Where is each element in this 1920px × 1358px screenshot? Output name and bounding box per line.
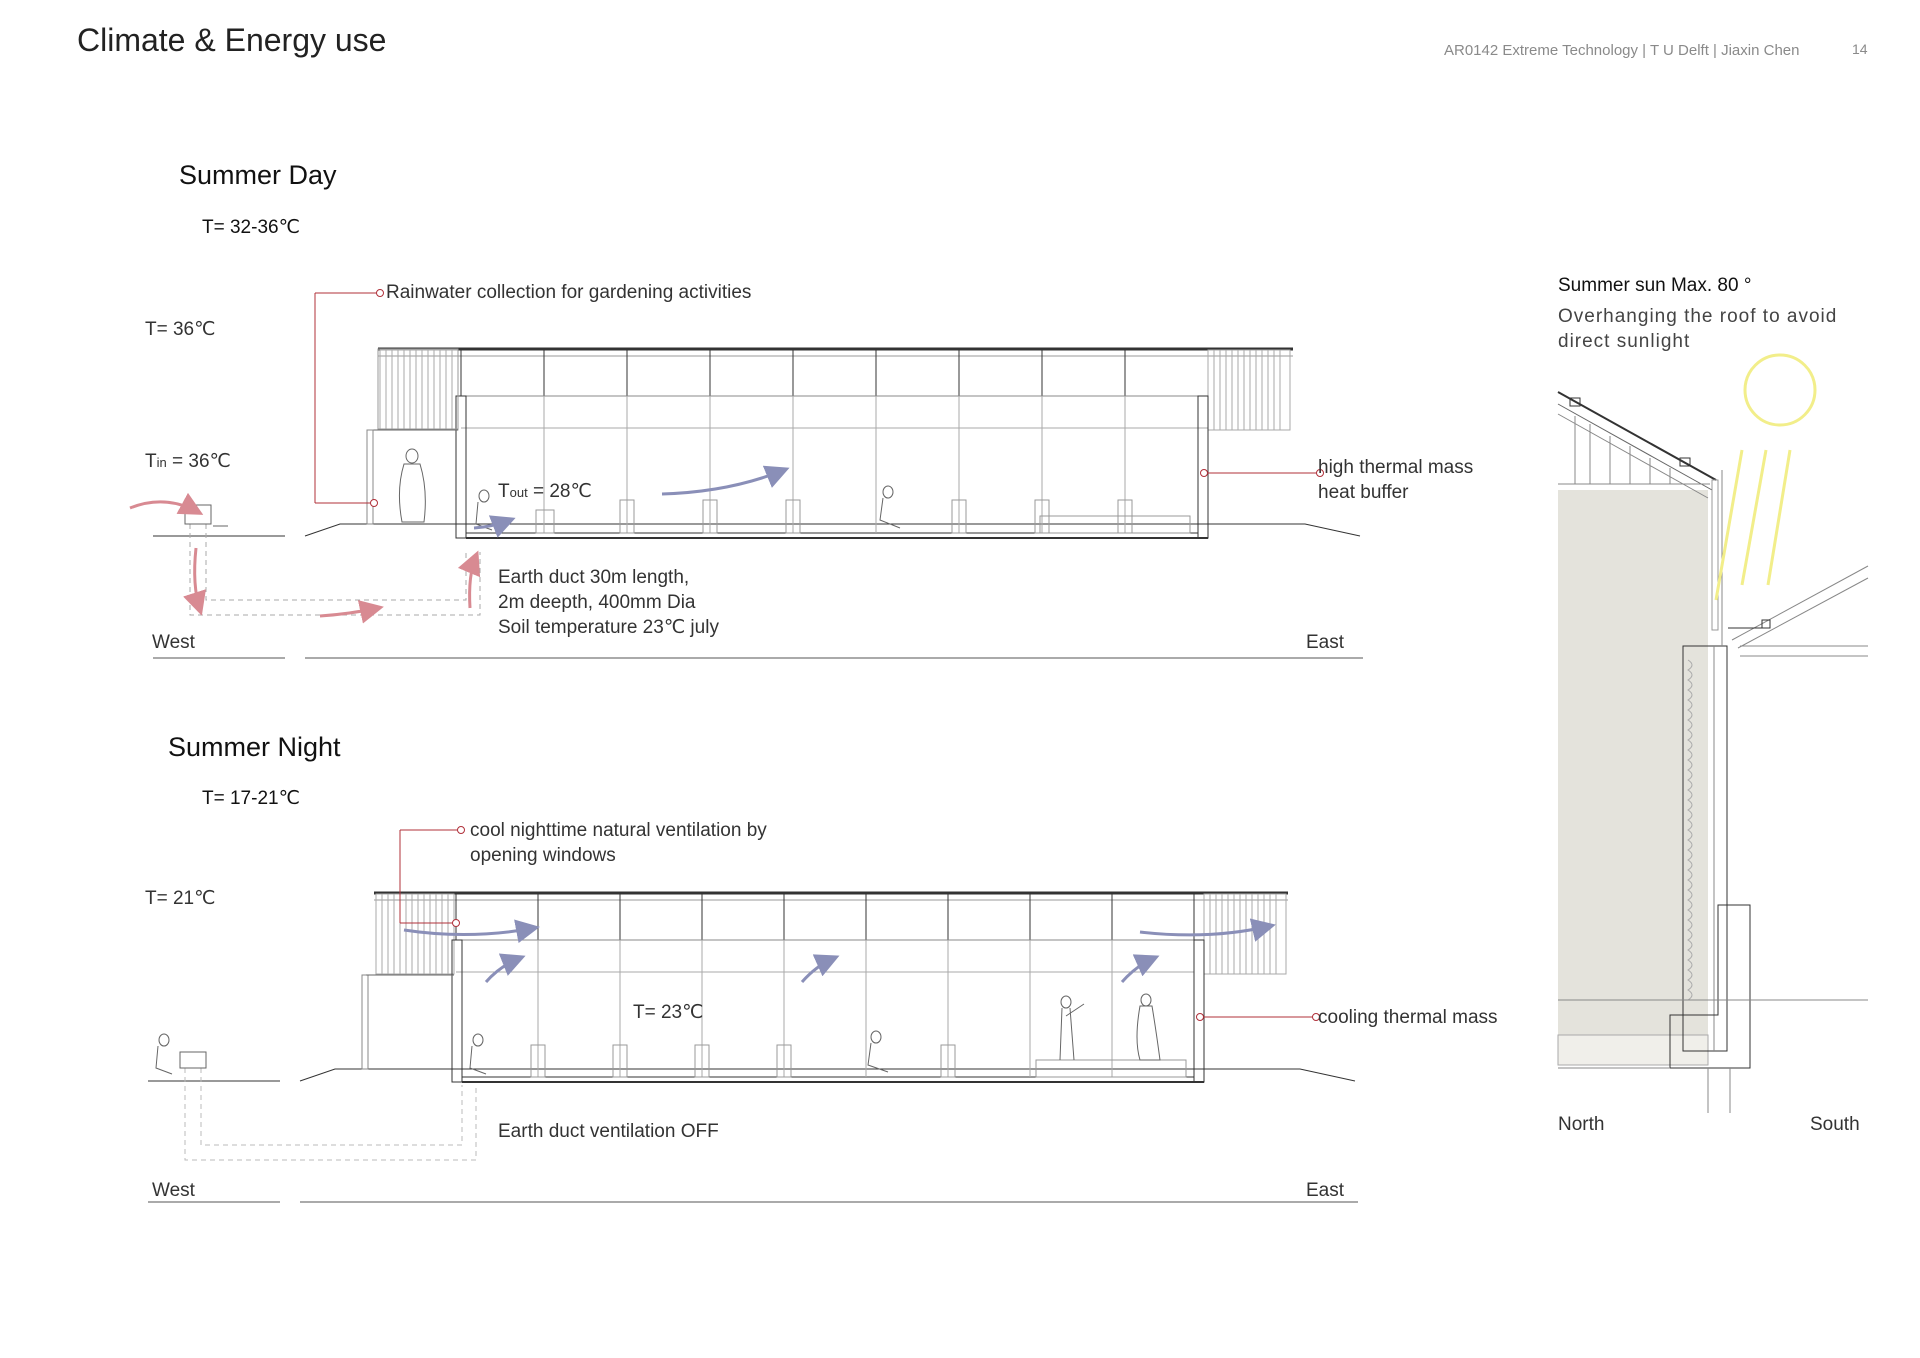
summer-night-range: T= 17-21℃ <box>202 788 300 809</box>
night-columns <box>538 940 1112 1077</box>
day-people <box>399 449 900 530</box>
warm-arrow-down <box>195 548 200 610</box>
summer-day-inlet-temp: Tin = 36℃ <box>145 451 231 472</box>
cooling-thermal-mass-note: cooling thermal mass <box>1318 1007 1498 1028</box>
north-label: North <box>1558 1114 1605 1135</box>
earth-duct-day <box>190 524 480 615</box>
summer-day-outside-temp: T= 36℃ <box>145 319 216 340</box>
earth-duct-note-line3: Soil temperature 23℃ july <box>498 617 719 638</box>
cool-arrow-rise <box>662 470 784 494</box>
rainwater-note: Rainwater collection for gardening activities <box>386 282 752 303</box>
summer-night-inside-temp: T= 23℃ <box>633 1002 704 1023</box>
detail-right-roof <box>1732 566 1868 640</box>
page-number: 14 <box>1852 41 1868 57</box>
night-ventilation-note-line1: cool nighttime natural ventilation by <box>470 820 767 841</box>
earth-duct-night <box>185 1068 476 1160</box>
earth-duct-note-line1: Earth duct 30m length, <box>498 567 690 588</box>
sun-detail-section <box>1558 355 1868 1113</box>
summer-day-west-label: West <box>152 632 195 653</box>
summer-day-range: T= 32-36℃ <box>202 217 300 238</box>
sun-detail-note: Overhanging the roof to avoid direct sunlight <box>1558 306 1838 352</box>
summer-night-west-label: West <box>152 1180 195 1201</box>
summer-night-outside-temp: T= 21℃ <box>145 888 216 909</box>
page-title: Climate & Energy use <box>77 22 387 58</box>
day-columns <box>544 396 1125 533</box>
day-wall-east <box>1198 396 1208 538</box>
summer-day-section <box>130 290 1363 659</box>
thermal-mass-note-line2: heat buffer <box>1318 482 1409 503</box>
warm-arrow-up <box>470 556 476 608</box>
day-ground-main <box>305 524 1360 536</box>
detail-wall-fill <box>1558 490 1708 1035</box>
night-arrow-2 <box>802 958 834 982</box>
night-wall-east <box>1194 940 1204 1082</box>
sun-ray-1 <box>1716 450 1742 600</box>
sun-detail-title: Summer sun Max. 80 ° <box>1558 275 1752 296</box>
summer-day-outlet-temp: Tout = 28℃ <box>498 481 592 502</box>
night-ventilation-note-line2: opening windows <box>470 845 616 866</box>
summer-day-east-label: East <box>1306 632 1345 653</box>
earth-duct-off-note: Earth duct ventilation OFF <box>498 1121 719 1142</box>
night-arrow-east-in <box>1140 926 1270 935</box>
summer-day-title: Summer Day <box>179 160 337 190</box>
sun-ray-2 <box>1742 450 1766 585</box>
night-arrow-1 <box>486 958 520 982</box>
night-furniture <box>531 1045 1186 1077</box>
thermal-mass-note-line1: high thermal mass <box>1318 457 1474 478</box>
day-louvers-west <box>380 350 458 430</box>
night-arrow-3 <box>1122 958 1154 982</box>
warm-arrow-in <box>130 502 198 512</box>
summer-night-title: Summer Night <box>168 732 341 762</box>
south-label: South <box>1810 1114 1860 1135</box>
night-ground-main <box>300 1069 1355 1081</box>
sun-ray-3 <box>1768 450 1790 585</box>
day-louvers-east <box>1208 350 1290 430</box>
header-credit: AR0142 Extreme Technology | T U Delft | Jiaxin Chen <box>1444 42 1800 59</box>
summer-night-east-label: East <box>1306 1180 1345 1201</box>
sun-icon <box>1745 355 1815 425</box>
earth-duct-note-line2: 2m deepth, 400mm Dia <box>498 592 696 613</box>
day-furniture <box>536 500 1190 533</box>
detail-roof <box>1558 392 1716 480</box>
summer-night-section <box>148 827 1358 1203</box>
